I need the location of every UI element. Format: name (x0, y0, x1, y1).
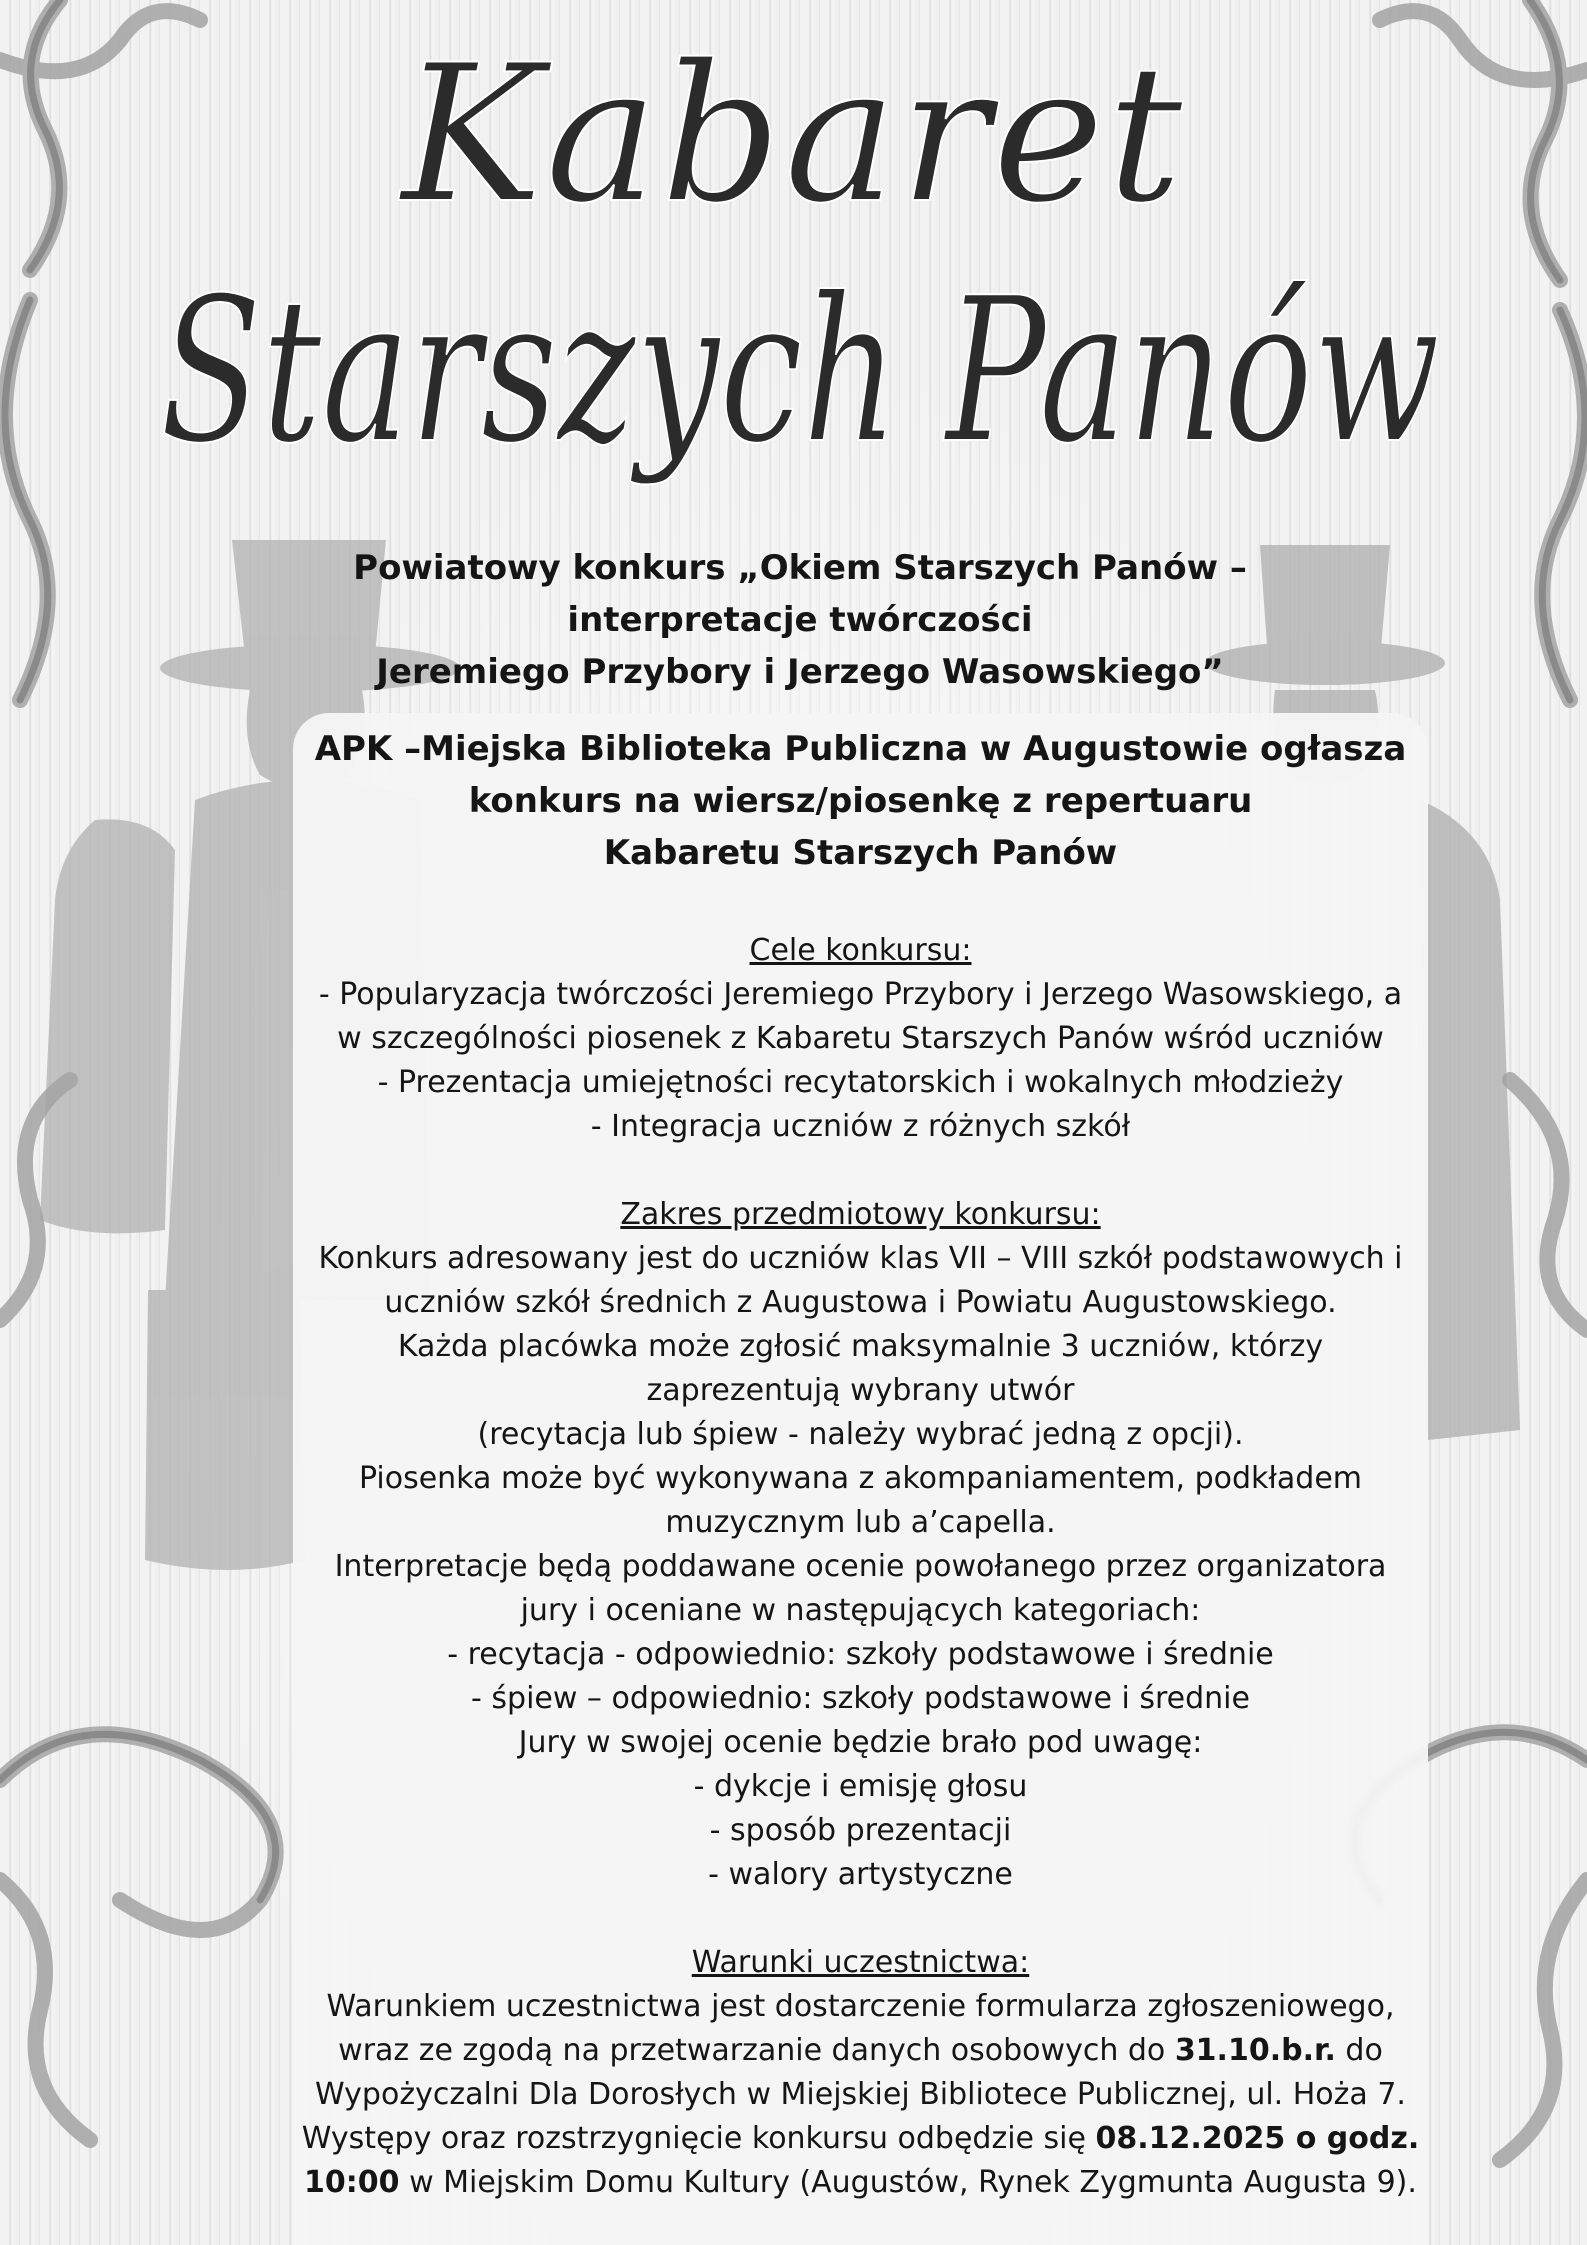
intro-line: APK –Miejska Biblioteka Publiczna w Augustowie ogłasza (314, 729, 1407, 769)
conditions-line (293, 2117, 1428, 2161)
intro-line: Kabaretu Starszych Panów (603, 833, 1118, 873)
scope-line: - walory artystyczne (708, 1857, 1013, 1892)
goals-line: - Popularyzacja twórczości Jeremiego Przybory i Jerzego Wasowskiego, a (318, 977, 1403, 1012)
conditions-heading: Warunki uczestnictwa: (691, 1945, 1030, 1980)
scope-line: Jury w swojej ocenie będzie brało pod uwagę: (518, 1725, 1203, 1760)
scope-line: Każda placówka może zgłosić maksymalnie 3 uczniów, którzy (397, 1329, 1324, 1364)
conditions-line: Warunkiem uczestnictwa jest dostarczenie formularza zgłoszeniowego, (326, 1989, 1395, 2024)
scope-line: - dykcje i emisję głosu (693, 1769, 1028, 1804)
goals-line: w szczególności piosenek z Kabaretu Starszych Panów wśród uczniów (337, 1021, 1384, 1056)
scope-line: uczniów szkół średnich z Augustowa i Powiatu Augustowskiego. (384, 1285, 1337, 1320)
scope-line: jury i oceniane w następujących kategoriach: (520, 1593, 1201, 1628)
conditions-line (293, 2161, 1428, 2205)
panel-text (293, 713, 1428, 2205)
conditions-line: Wypożyczalni Dla Dorosłych w Miejskiej Bibliotece Publicznej, ul. Hoża 7. (315, 2077, 1406, 2112)
scope-line: - sposób prezentacji (709, 1813, 1012, 1848)
scope-line: muzycznym lub a’capella. (665, 1505, 1056, 1540)
scope-line: zaprezentują wybrany utwór (646, 1373, 1075, 1408)
subtitle-line: interpretacje twórczości (567, 600, 1033, 640)
goals-line: - Integracja uczniów z różnych szkół (590, 1109, 1131, 1144)
scope-line: Konkurs adresowany jest do uczniów klas VII – VIII szkół podstawowych i (318, 1241, 1403, 1276)
title-starszych-panow: Starszych Panów (160, 255, 1440, 488)
conditions-text: w Miejskim Domu Kultury (Augustów, Rynek Zygmunta Augusta 9). (399, 2165, 1417, 2200)
goals-heading: Cele konkursu: (749, 933, 972, 968)
event-date: 08.12.2025 o godz. (1095, 2121, 1420, 2156)
spacer (293, 1149, 1428, 1193)
content-panel (293, 713, 1428, 2245)
scope-line: Interpretacje będą poddawane ocenie powołanego przez organizatora (334, 1549, 1387, 1584)
conditions-text: do (1335, 2033, 1383, 2068)
scope-line: (recytacja lub śpiew - należy wybrać jedną z opcji). (477, 1417, 1244, 1452)
intro-line: konkurs na wiersz/piosenkę z repertuaru (468, 781, 1253, 821)
scope-line: - śpiew – odpowiednio: szkoły podstawowe i średnie (471, 1681, 1250, 1716)
contest-subtitle (300, 542, 1300, 698)
conditions-text: Występy oraz rozstrzygnięcie konkursu odbędzie się (301, 2121, 1096, 2156)
scope-line: Piosenka może być wykonywana z akompaniamentem, podkładem (358, 1461, 1363, 1496)
scope-line: - recytacja - odpowiednio: szkoły podstawowe i średnie (447, 1637, 1274, 1672)
subtitle-line: Jeremiego Przybory i Jerzego Wasowskiego” (376, 652, 1224, 692)
announcement-intro (293, 723, 1428, 879)
subtitle-line: Powiatowy konkurs „Okiem Starszych Panów – (353, 548, 1247, 588)
scope-heading: Zakres przedmiotowy konkursu: (620, 1197, 1101, 1232)
title-artwork (0, 0, 1587, 540)
goals-line: - Prezentacja umiejętności recytatorskich i wokalnych młodzieży (377, 1065, 1344, 1100)
deadline-date: 31.10.b.r. (1174, 2033, 1336, 2068)
conditions-line (293, 2029, 1428, 2073)
spacer (293, 1897, 1428, 1941)
title-kabaret: Kabaret (401, 24, 1185, 245)
event-time: 10:00 (304, 2165, 400, 2200)
conditions-text: wraz ze zgodą na przetwarzanie danych osobowych do (338, 2033, 1175, 2068)
